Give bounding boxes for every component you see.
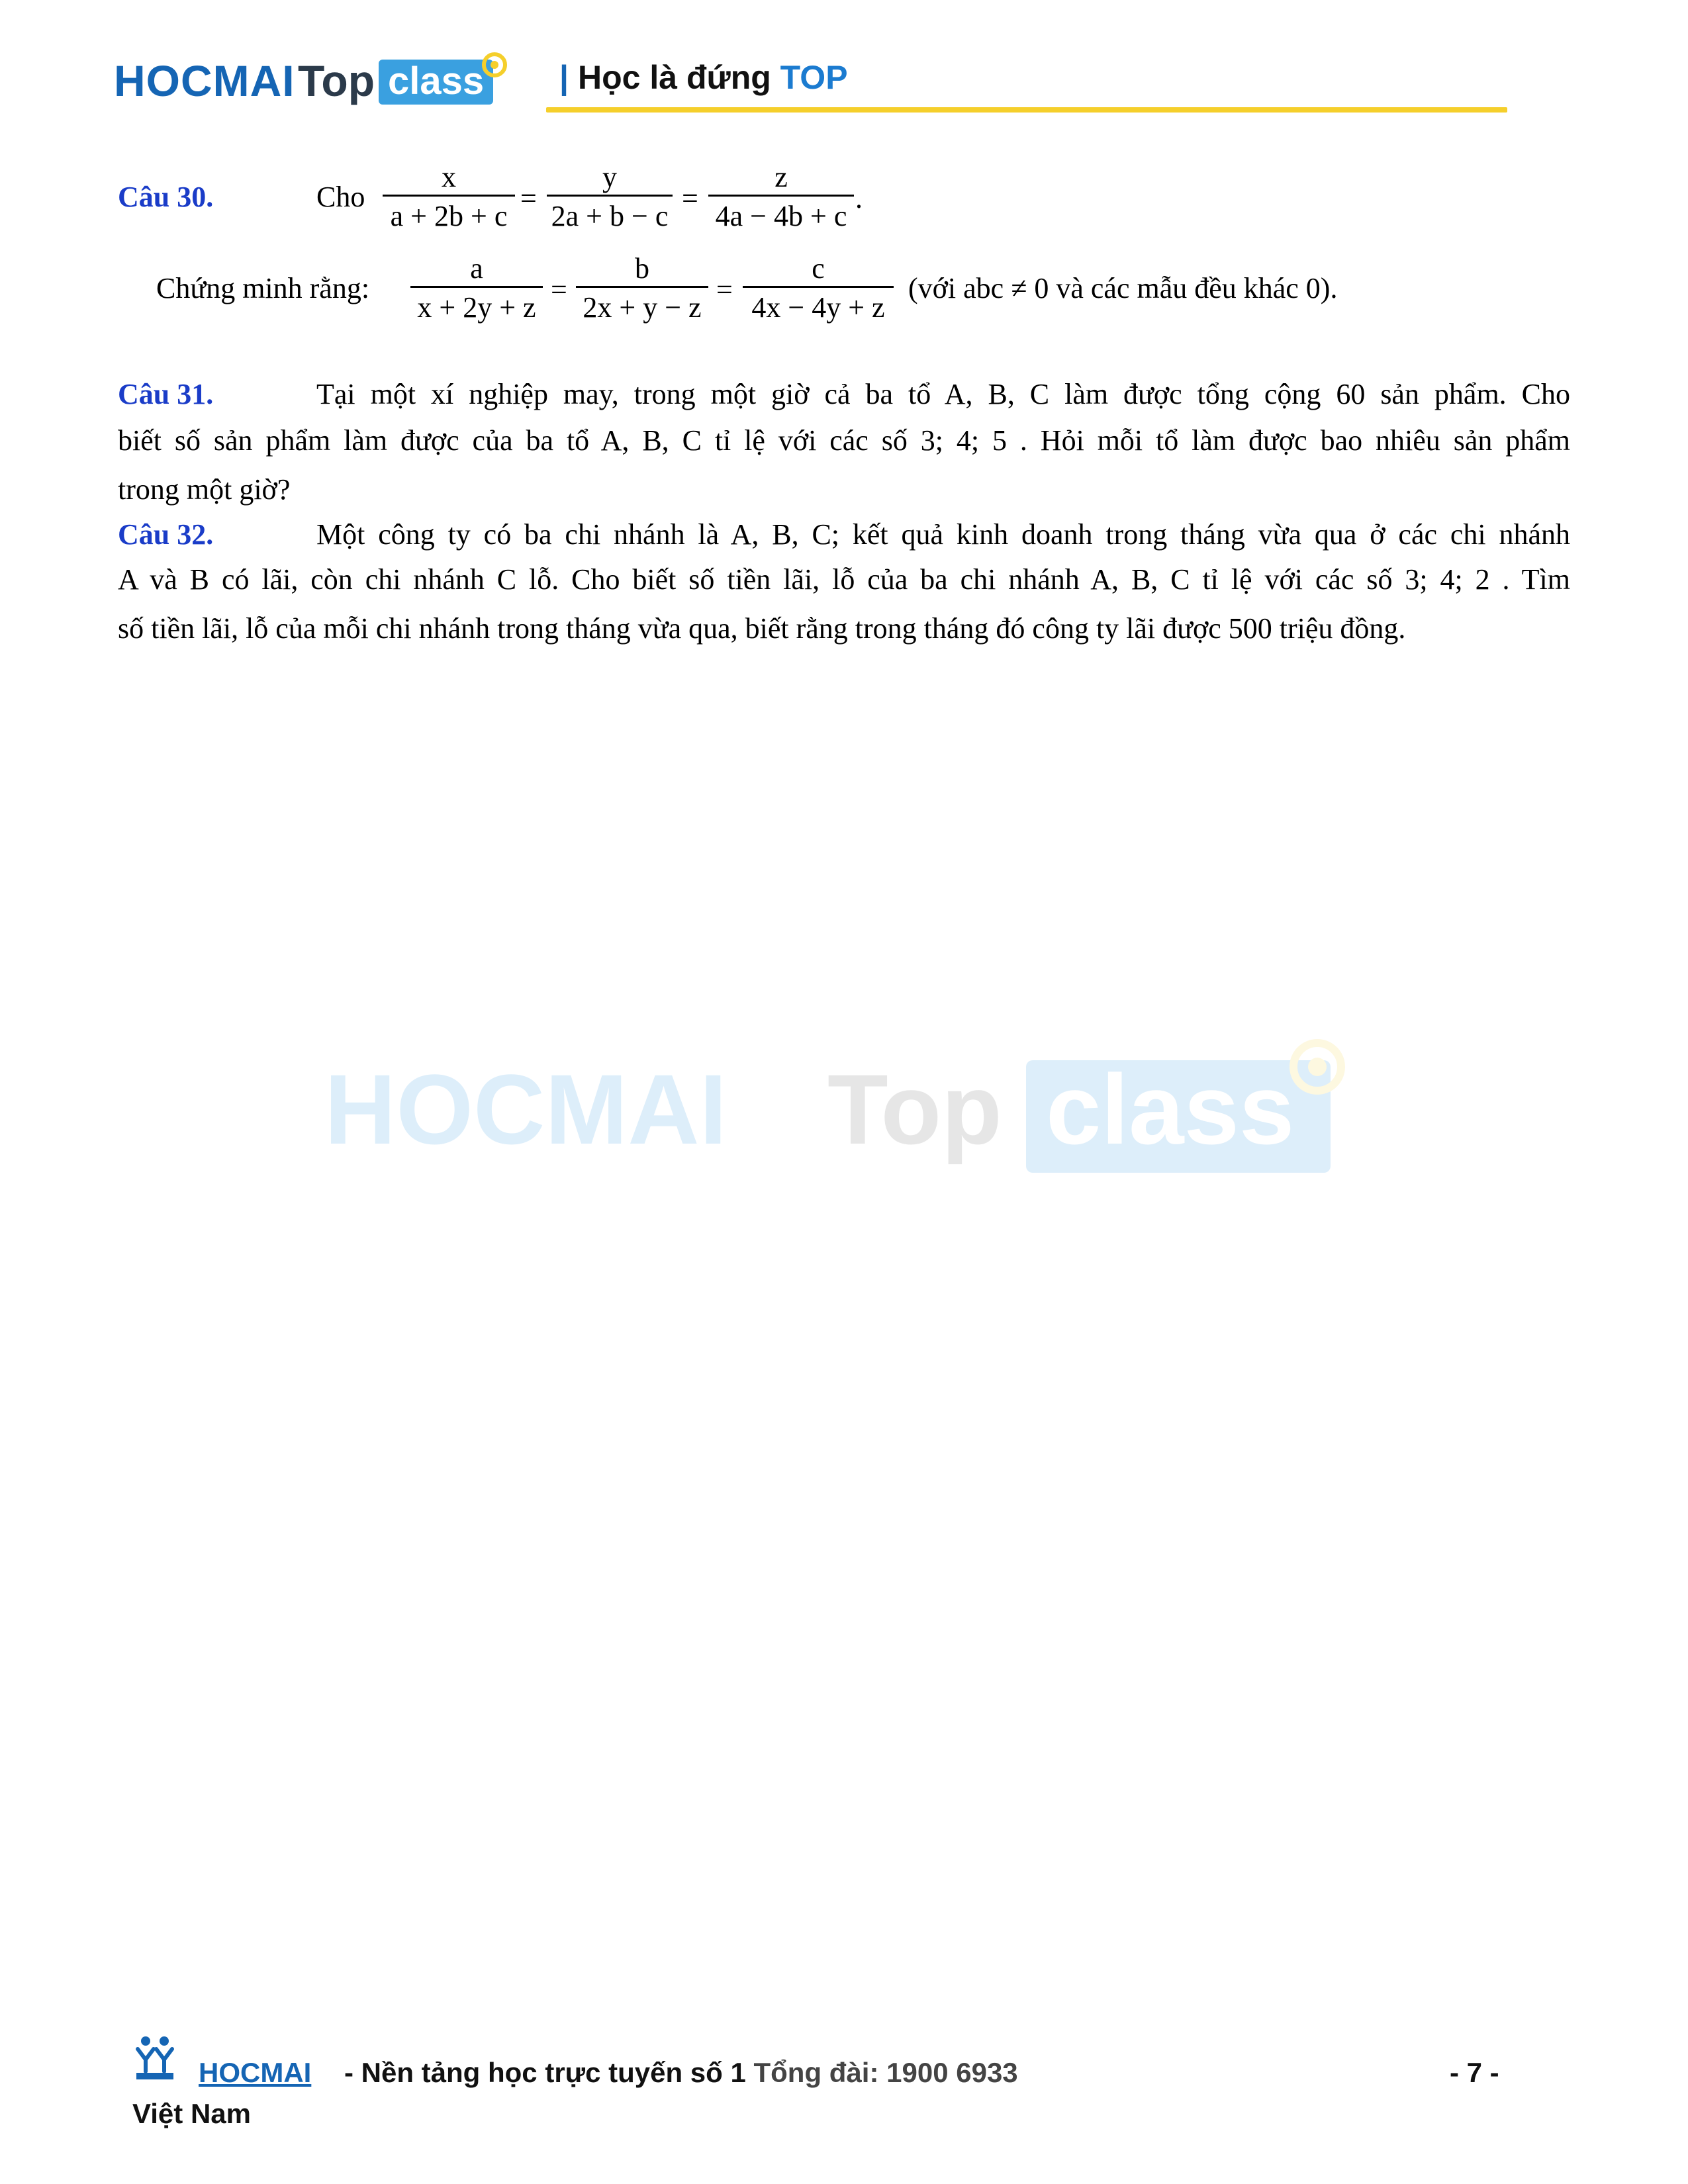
question-31-line-1: Tại một xí nghiệp may, trong một giờ cả ba tổ A, B, C làm được tổng cộng 60 sản phẩm. Cho: [316, 378, 1570, 410]
slogan-divider: |: [559, 59, 569, 96]
fraction-x: [383, 160, 515, 234]
equals-sign: =: [520, 182, 537, 214]
fraction-denominator: a + 2b + c: [390, 200, 508, 232]
question-30-label: Câu 30.: [118, 181, 214, 213]
fraction-numerator: y: [602, 161, 617, 193]
fraction-numerator: b: [635, 252, 649, 285]
watermark-class: class: [1046, 1054, 1295, 1165]
fraction-denominator: 2x + y − z: [583, 291, 702, 324]
fraction-numerator: z: [774, 161, 788, 193]
logo-hocmai-text: HOCMAI: [114, 56, 295, 105]
question-31-label: Câu 31.: [118, 378, 214, 410]
watermark-hocmai: HOCMAI: [324, 1054, 727, 1165]
equals-sign: =: [551, 273, 567, 306]
footer-tagline-text: - Nền tảng học trực tuyến số 1: [344, 2057, 754, 2088]
equals-sign: =: [682, 182, 698, 214]
fraction-z: [708, 160, 854, 234]
period: .: [855, 182, 863, 214]
hocmai-people-icon: [131, 2033, 179, 2081]
fraction-denominator: 2a + b − c: [551, 200, 669, 232]
footer-brand-link[interactable]: HOCMAI: [199, 2057, 312, 2088]
question-31-line-3: trong một giờ?: [118, 473, 291, 506]
fraction-numerator: c: [812, 252, 825, 285]
logo-class-text: class: [379, 60, 493, 105]
slogan-top: TOP: [780, 59, 848, 96]
question-32-line-1: Một công ty có ba chi nhánh là A, B, C; kết quả kinh doanh trong tháng vừa qua ở các chi nhánh: [316, 518, 1570, 551]
header-divider: [546, 107, 1507, 113]
slogan: [559, 58, 848, 97]
question-31-line-2: biết số sản phẩm làm được của ba tổ A, B, C tỉ lệ với các số 3; 4; 5 . Hỏi mỗi tổ làm được bao nhiêu sản phẩm: [118, 424, 1570, 457]
logo-top-text: Top: [298, 56, 375, 105]
fraction-c: [743, 251, 894, 325]
footer-tagline: [344, 2057, 1018, 2089]
fraction-denominator: 4x − 4y + z: [751, 291, 885, 324]
question-30-prove-text: Chứng minh rằng:: [156, 272, 370, 304]
fraction-numerator: a: [470, 252, 483, 285]
footer-hotline: Tổng đài: 1900 6933: [753, 2057, 1018, 2088]
fraction-denominator: x + 2y + z: [417, 291, 536, 324]
question-32-line-2: A và B có lãi, còn chi nhánh C lỗ. Cho biết số tiền lãi, lỗ của ba chi nhánh A, B, C tỉ lệ với các số 3; 4; 2 . Tìm: [118, 563, 1570, 596]
question-30-condition: (với abc ≠ 0 và các mẫu đều khác 0).: [908, 272, 1338, 304]
hocmai-topclass-logo: [114, 48, 524, 120]
footer-country: Việt Nam: [132, 2098, 251, 2129]
watermark-sun-icon: [1278, 1032, 1357, 1105]
question-32-label: Câu 32.: [118, 518, 214, 551]
slogan-text: Học là đứng: [578, 59, 780, 96]
fraction-denominator: 4a − 4b + c: [715, 200, 847, 232]
fraction-y: [547, 160, 673, 234]
question-32-line-3: số tiền lãi, lỗ của mỗi chi nhánh trong tháng vừa qua, biết rằng trong tháng đó công ty lãi được 500 triệu đồng.: [118, 612, 1406, 645]
watermark-top: Top: [827, 1054, 1002, 1165]
fraction-a: [410, 251, 543, 325]
fraction-b: [576, 251, 708, 325]
sun-icon: [471, 48, 518, 87]
page-number: - 7 -: [1450, 2057, 1499, 2088]
fraction-numerator: x: [442, 161, 456, 193]
question-30-intro: Cho: [316, 181, 365, 213]
watermark-logo: [324, 1032, 1383, 1185]
equals-sign: =: [716, 273, 733, 306]
